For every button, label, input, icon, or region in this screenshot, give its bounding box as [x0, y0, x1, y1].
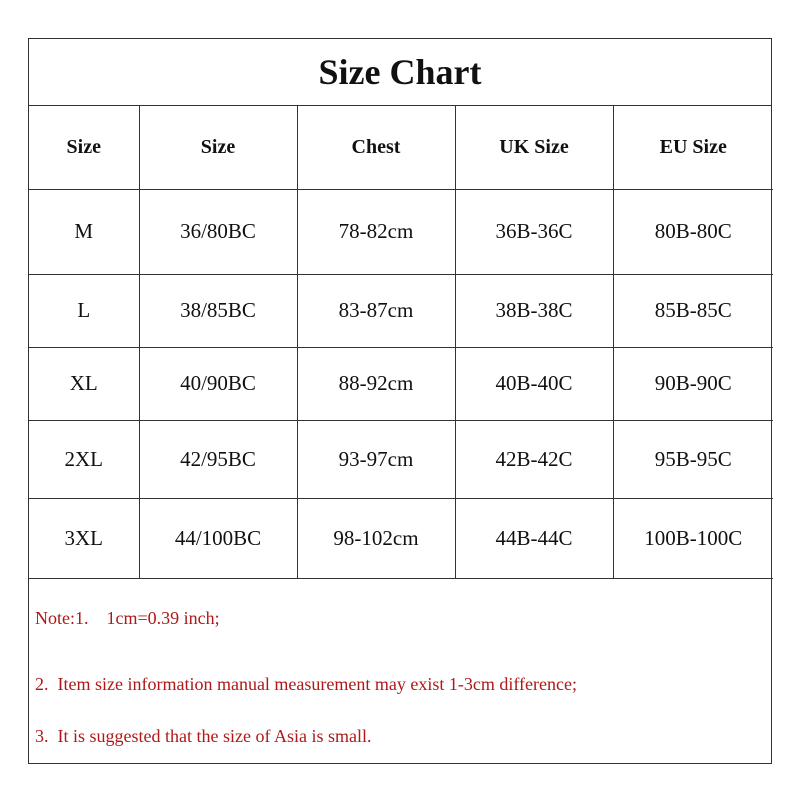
cell-eu: 95B-95C [613, 420, 773, 498]
cell-eu: 90B-90C [613, 347, 773, 420]
cell-chest: 83-87cm [297, 274, 455, 347]
header-row [29, 106, 773, 189]
cell-size: 2XL [29, 420, 139, 498]
note-3: 3. It is suggested that the size of Asia is small. [35, 726, 372, 746]
size-table [29, 106, 773, 579]
cell-eu: 100B-100C [613, 498, 773, 578]
cell-uk: 38B-38C [455, 274, 613, 347]
cell-band: 42/95BC [139, 420, 297, 498]
cell-uk: 36B-36C [455, 189, 613, 274]
cell-band: 38/85BC [139, 274, 297, 347]
table-row [29, 498, 773, 578]
cell-band: 36/80BC [139, 189, 297, 274]
cell-chest: 88-92cm [297, 347, 455, 420]
header-eu-size: EU Size [613, 106, 773, 189]
header-size: Size [29, 106, 139, 189]
cell-chest: 78-82cm [297, 189, 455, 274]
header-uk-size: UK Size [455, 106, 613, 189]
cell-size: M [29, 189, 139, 274]
cell-eu: 80B-80C [613, 189, 773, 274]
cell-uk: 44B-44C [455, 498, 613, 578]
cell-chest: 98-102cm [297, 498, 455, 578]
cell-uk: 40B-40C [455, 347, 613, 420]
cell-chest: 93-97cm [297, 420, 455, 498]
note-2: 2. Item size information manual measurement may exist 1-3cm difference; [35, 674, 577, 694]
cell-size: XL [29, 347, 139, 420]
chart-title: Size Chart [29, 39, 771, 106]
notes-section [29, 579, 771, 763]
size-chart [28, 38, 772, 764]
cell-uk: 42B-42C [455, 420, 613, 498]
table-row [29, 420, 773, 498]
table-row [29, 347, 773, 420]
table-row [29, 189, 773, 274]
cell-eu: 85B-85C [613, 274, 773, 347]
header-size-band: Size [139, 106, 297, 189]
header-chest: Chest [297, 106, 455, 189]
cell-band: 44/100BC [139, 498, 297, 578]
table-row [29, 274, 773, 347]
cell-size: L [29, 274, 139, 347]
cell-band: 40/90BC [139, 347, 297, 420]
cell-size: 3XL [29, 498, 139, 578]
note-1: Note:1. 1cm=0.39 inch; [35, 608, 220, 628]
